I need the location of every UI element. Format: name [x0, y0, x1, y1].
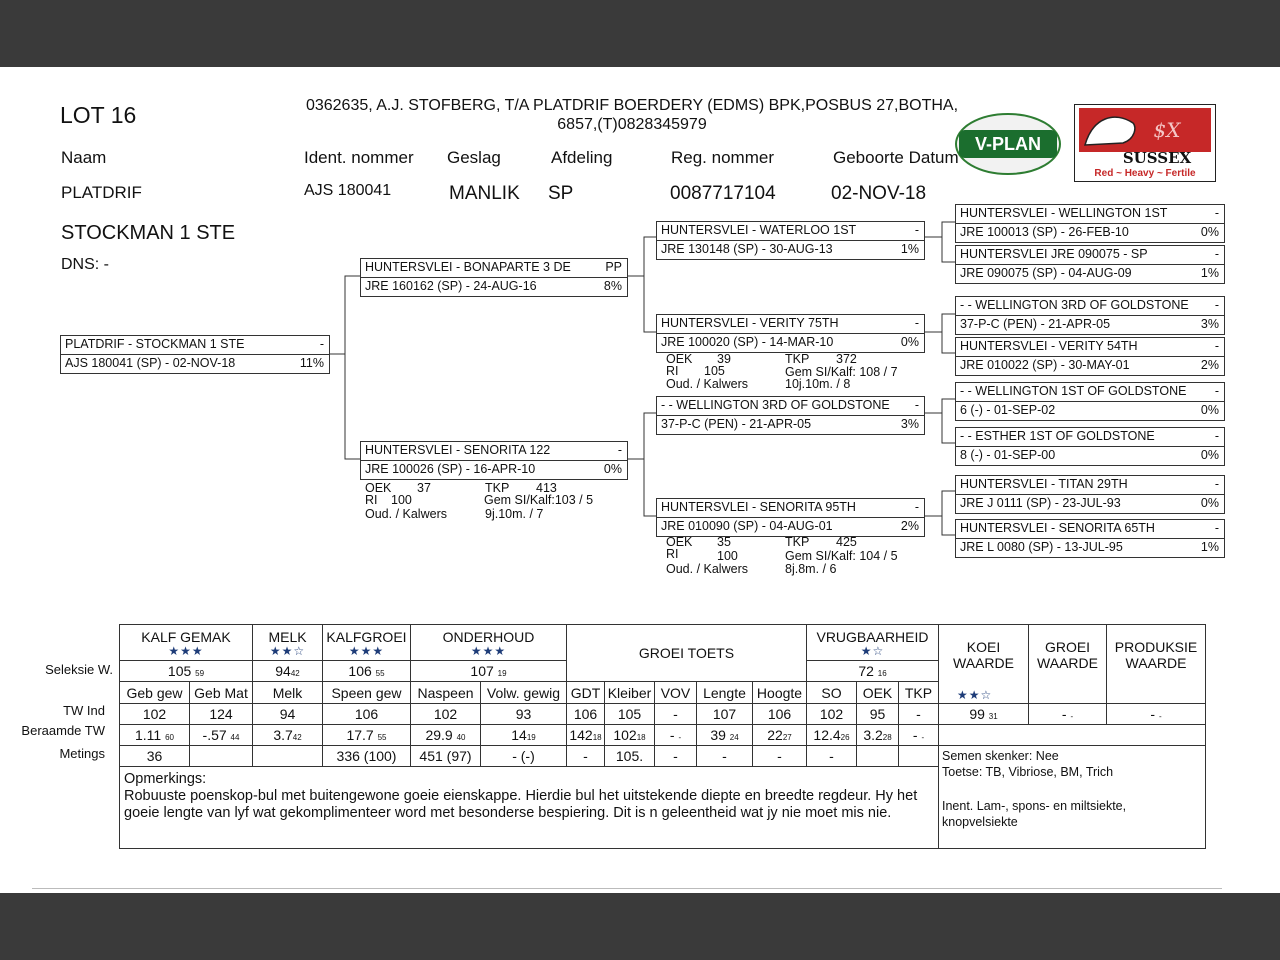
label-geboorte: Geboorte Datum [833, 148, 959, 167]
label-naam: Naam [61, 148, 107, 167]
page-divider [32, 888, 1222, 889]
pedigree-sire-dam: HUNTERSVLEI - VERITY 75TH - JRE 100020 (SP) - 14-MAR-10 0% [656, 314, 925, 353]
col-melk: Melk [253, 682, 323, 704]
lot-number: LOT 16 [60, 102, 137, 128]
sel-vrugbaarheid: 72 16 [807, 661, 939, 682]
value-reg: 0087717104 [670, 183, 776, 204]
sire-dam-stats: OEK 39 TKP 372 RI 105 Gem SI/Kalf: 108 / 7 Oud. / Kalwers 10j.10m. / 8 [666, 352, 898, 391]
dam-stats: OEK 37 TKP 413 RI 100 Gem SI/Kalf:103 / 5 Oud. / Kalwers 9j.10m. / 7 [365, 481, 594, 521]
sussex-tagline: Red ~ Heavy ~ Fertile [1094, 168, 1196, 179]
stars-kalfgroei: ★★★ [348, 643, 385, 658]
group-melk: MELK ★★☆ [253, 625, 323, 661]
pedigree-gg-6: - - ESTHER 1ST OF GOLDSTONE - 8 (-) - 01-SEP-00 0% [955, 427, 1225, 466]
animal-name: STOCKMAN 1 STE [61, 222, 236, 244]
group-groei-toets: GROEI TOETS [567, 625, 807, 682]
col-hoogte: Hoogte [753, 682, 807, 704]
group-kalfgroei: KALFGROEI ★★★ [323, 625, 411, 661]
health-notes [939, 746, 1206, 849]
row-metings: 36 336 (100) 451 (97) - (-) - 105. - - - - Semen skenker: Nee Toetse: TB, Vibriose, BM, Trich Inent. Lam-, spons- en miltsiekte, knopvelsiekte [120, 746, 1206, 767]
sel-onderhoud: 107 19 [411, 661, 567, 682]
sussex-logo [1074, 104, 1216, 182]
sel-melk: 9442 [253, 661, 323, 682]
pedigree-gg-1: HUNTERSVLEI - WELLINGTON 1ST - JRE 100013 (SP) - 26-FEB-10 0% [955, 204, 1225, 243]
semen-donor: Semen skenker: Nee [942, 749, 1059, 763]
remarks-label: Opmerkings: [124, 771, 207, 787]
group-kalf-gemak: KALF GEMAK ★★★ [120, 625, 253, 661]
pedigree-sire-sire: HUNTERSVLEI - WATERLOO 1ST - JRE 130148 (SP) - 30-AUG-13 1% [656, 221, 925, 260]
pedigree-dam-dam: HUNTERSVLEI - SENORITA 95TH - JRE 010090 (SP) - 04-AUG-01 2% [656, 498, 925, 537]
value-afdeling: SP [548, 183, 574, 204]
stars-kalf-gemak: ★★★ [168, 643, 204, 658]
col-kleiber: Kleiber [605, 682, 655, 704]
row-label-seleksie: Seleksie W. [45, 662, 113, 677]
pedigree-subject: PLATDRIF - STOCKMAN 1 STE - AJS 180041 (SP) - 02-NOV-18 11% [60, 335, 330, 374]
sussex-mark: $X [1153, 118, 1181, 142]
top-dark-bar [0, 0, 1280, 67]
vplan-logo-text: V-PLAN [974, 134, 1042, 154]
row-tw-ind: 102 124 94 106 102 93 106 105 - 107 106 102 95 - 99 31 - - - - [120, 704, 1206, 725]
stars-koei: ★★☆ [957, 688, 993, 702]
sussex-name: SUSSEX [1122, 149, 1192, 167]
label-ident: Ident. nommer [304, 148, 414, 167]
sel-kalfgroei: 106 55 [323, 661, 411, 682]
group-vrugbaarheid: VRUGBAARHEID ★☆ [807, 625, 939, 661]
row-label-metings: Metings [59, 746, 105, 761]
pedigree-sire: HUNTERSVLEI - BONAPARTE 3 DE PP JRE 160162 (SP) - 24-AUG-16 8% [360, 258, 628, 297]
row-beraamde: 1.11 60 -.57 44 3.742 17.7 55 29.9 40 1419 14218 10218 - - 39 24 2227 12.426 3.228 - - [120, 725, 1206, 746]
pedigree-gg-8: HUNTERSVLEI - SENORITA 65TH - JRE L 0080 (SP) - 13-JUL-95 1% [955, 519, 1225, 558]
value-geslag: MANLIK [449, 183, 520, 204]
col-geb-gew: Geb gew [120, 682, 190, 704]
row-label-beraamde: Beraamde TW [21, 723, 105, 738]
col-oek: OEK [857, 682, 899, 704]
label-reg: Reg. nommer [671, 148, 774, 167]
owner-line-2: 6857,(T)0828345979 [557, 116, 707, 133]
stars-melk: ★★☆ [269, 643, 306, 658]
pedigree-gg-3: - - WELLINGTON 3RD OF GOLDSTONE - 37-P-C (PEN) - 21-APR-05 3% [955, 296, 1225, 335]
remarks [120, 767, 939, 849]
dam-dam-stats: OEK 35 TKP 425 RI 100 Gem SI/Kalf: 104 / 5 Oud. / Kalwers 8j.8m. / 6 [666, 535, 898, 576]
col-volw-gewig: Volw. gewig [481, 682, 567, 704]
group-onderhoud: ONDERHOUD ★★★ [411, 625, 567, 661]
pedigree-gg-4: HUNTERSVLEI - VERITY 54TH - JRE 010022 (SP) - 30-MAY-01 2% [955, 337, 1225, 376]
col-so: SO [807, 682, 857, 704]
col-gdt: GDT [567, 682, 605, 704]
col-naspeen: Naspeen [411, 682, 481, 704]
row-label-tw-ind: TW Ind [63, 703, 105, 718]
pedigree-gg-7: HUNTERSVLEI - TITAN 29TH - JRE J 0111 (SP) - 23-JUL-93 0% [955, 475, 1225, 514]
vplan-logo [955, 113, 1061, 175]
remarks-text: Robuuste poenskop-bul met buitengewone goeie eienskappe. Hierdie bul het uitstekende diepte en breedte regdeur. Hy het goeie lengte van lyf wat gekomplimenteer word met besonderse bespiering. Dit is n geleentheid wat jy nie moet mis nie. [124, 788, 918, 821]
group-koei-waarde: KOEI WAARDE ★★☆ [939, 625, 1029, 704]
bottom-dark-bar [0, 893, 1280, 960]
pedigree-dam-sire: - - WELLINGTON 3RD OF GOLDSTONE - 37-P-C (PEN) - 21-APR-05 3% [656, 396, 925, 435]
group-produksie-waarde: PRODUKSIE WAARDE [1107, 625, 1206, 704]
stars-vrugbaarheid: ★☆ [860, 643, 885, 658]
tests: Toetse: TB, Vibriose, BM, Trich [942, 765, 1114, 779]
group-groei-waarde: GROEI WAARDE [1029, 625, 1107, 704]
col-tkp: TKP [899, 682, 939, 704]
value-naam: PLATDRIF [61, 183, 142, 202]
label-afdeling: Afdeling [551, 148, 613, 167]
value-geboorte: 02-NOV-18 [831, 183, 927, 204]
owner-details [262, 96, 1002, 134]
performance-table [119, 624, 1206, 849]
vaccinations: Inent. Lam-, spons- en miltsiekte, knopvelsiekte [942, 799, 1127, 829]
pedigree-gg-5: - - WELLINGTON 1ST OF GOLDSTONE - 6 (-) - 01-SEP-02 0% [955, 382, 1225, 421]
owner-line-1: 0362635, A.J. STOFBERG, T/A PLATDRIF BOERDERY (EDMS) BPK,POSBUS 27,BOTHA, [305, 97, 959, 114]
sel-kalf-gemak: 105 59 [120, 661, 253, 682]
col-geb-mat: Geb Mat [190, 682, 253, 704]
stars-onderhoud: ★★★ [470, 643, 507, 658]
pedigree-gg-2: HUNTERSVLEI JRE 090075 - SP - JRE 090075 (SP) - 04-AUG-09 1% [955, 245, 1225, 284]
col-lengte: Lengte [697, 682, 753, 704]
col-vov: VOV [655, 682, 697, 704]
col-speen-gew: Speen gew [323, 682, 411, 704]
label-geslag: Geslag [447, 148, 501, 167]
dns-value: DNS: - [61, 256, 109, 273]
value-ident: AJS 180041 [304, 182, 392, 199]
pedigree-dam: HUNTERSVLEI - SENORITA 122 - JRE 100026 (SP) - 16-APR-10 0% [360, 441, 628, 480]
